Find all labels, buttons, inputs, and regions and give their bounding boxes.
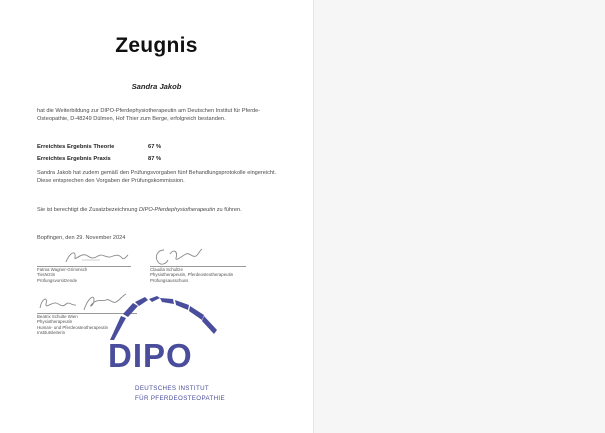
signature-2-text [150, 267, 233, 283]
signature-3-text [37, 314, 108, 336]
recipient-name: Sandra Jakob [131, 82, 182, 91]
permission-suffix: zu führen. [215, 207, 242, 213]
permission-title: DIPO-Pferdephysiotherapeutin [139, 207, 216, 213]
signature-2-name: Claudia Schultze [150, 267, 183, 272]
certificate-title: Zeugnis [115, 34, 198, 57]
signature-2-extra: Prüfungsausschuss [150, 277, 189, 283]
signature-1-scribble [62, 248, 132, 266]
dipo-wordmark: DIPO [108, 337, 193, 374]
signature-3-name: Beatrix Schulte Wien [37, 314, 78, 319]
result-practice [37, 156, 162, 162]
result-theory [37, 144, 162, 150]
result-theory-label: Erreichtes Ergebnis Theorie [37, 144, 115, 150]
intro-paragraph: hat die Weiterbildung zur DIPO-Pferdephysiotherapeutin am Deutschen Institut für Pferde-Osteopathie, D-48249 Dülmen, Hof Thier zum Berge, erfolgreich bestanden. [37, 108, 261, 122]
signature-3-role: Physiotherapeutin [37, 319, 73, 325]
protocol-paragraph: Sandra Jakob hat zudem gemäß den Prüfungsvorgaben fünf Behandlungsprotokolle eingereicht. Diese entsprechen den Vorgaben der Prüfungskommission. [37, 170, 277, 184]
result-theory-value: 67 % [148, 144, 162, 150]
institute-name-line1: DEUTSCHES INSTITUT [135, 385, 210, 392]
result-practice-value: 87 % [148, 156, 162, 162]
signature-3-extra2: Institutsleiterin [37, 330, 66, 336]
signature-1-extra: Prüfungsvorsitzende [37, 277, 78, 283]
permission-prefix: Sie ist berechtigt die Zusatzbezeichnung [37, 207, 139, 213]
empty-background [313, 0, 605, 433]
signature-2-scribble [152, 244, 204, 268]
signature-1-name: Fatma Wagner-Grimmsch [37, 267, 88, 272]
signature-1-text [37, 267, 87, 283]
place-date: Bopfingen, den 29. November 2024 [37, 235, 126, 241]
result-practice-label: Erreichtes Ergebnis Praxis [37, 156, 111, 162]
signature-1-role: Tierärztin [37, 272, 56, 278]
institute-name-line2: FÜR PFERDEOSTEOPATHIE [135, 395, 225, 402]
permission-paragraph [37, 207, 287, 215]
signature-2-role: Physiotherapeutin, Pferdeosteotherapeutin [150, 272, 234, 278]
signature-3-extra: Human- und Pferdeosteotherapeutin [37, 324, 109, 330]
